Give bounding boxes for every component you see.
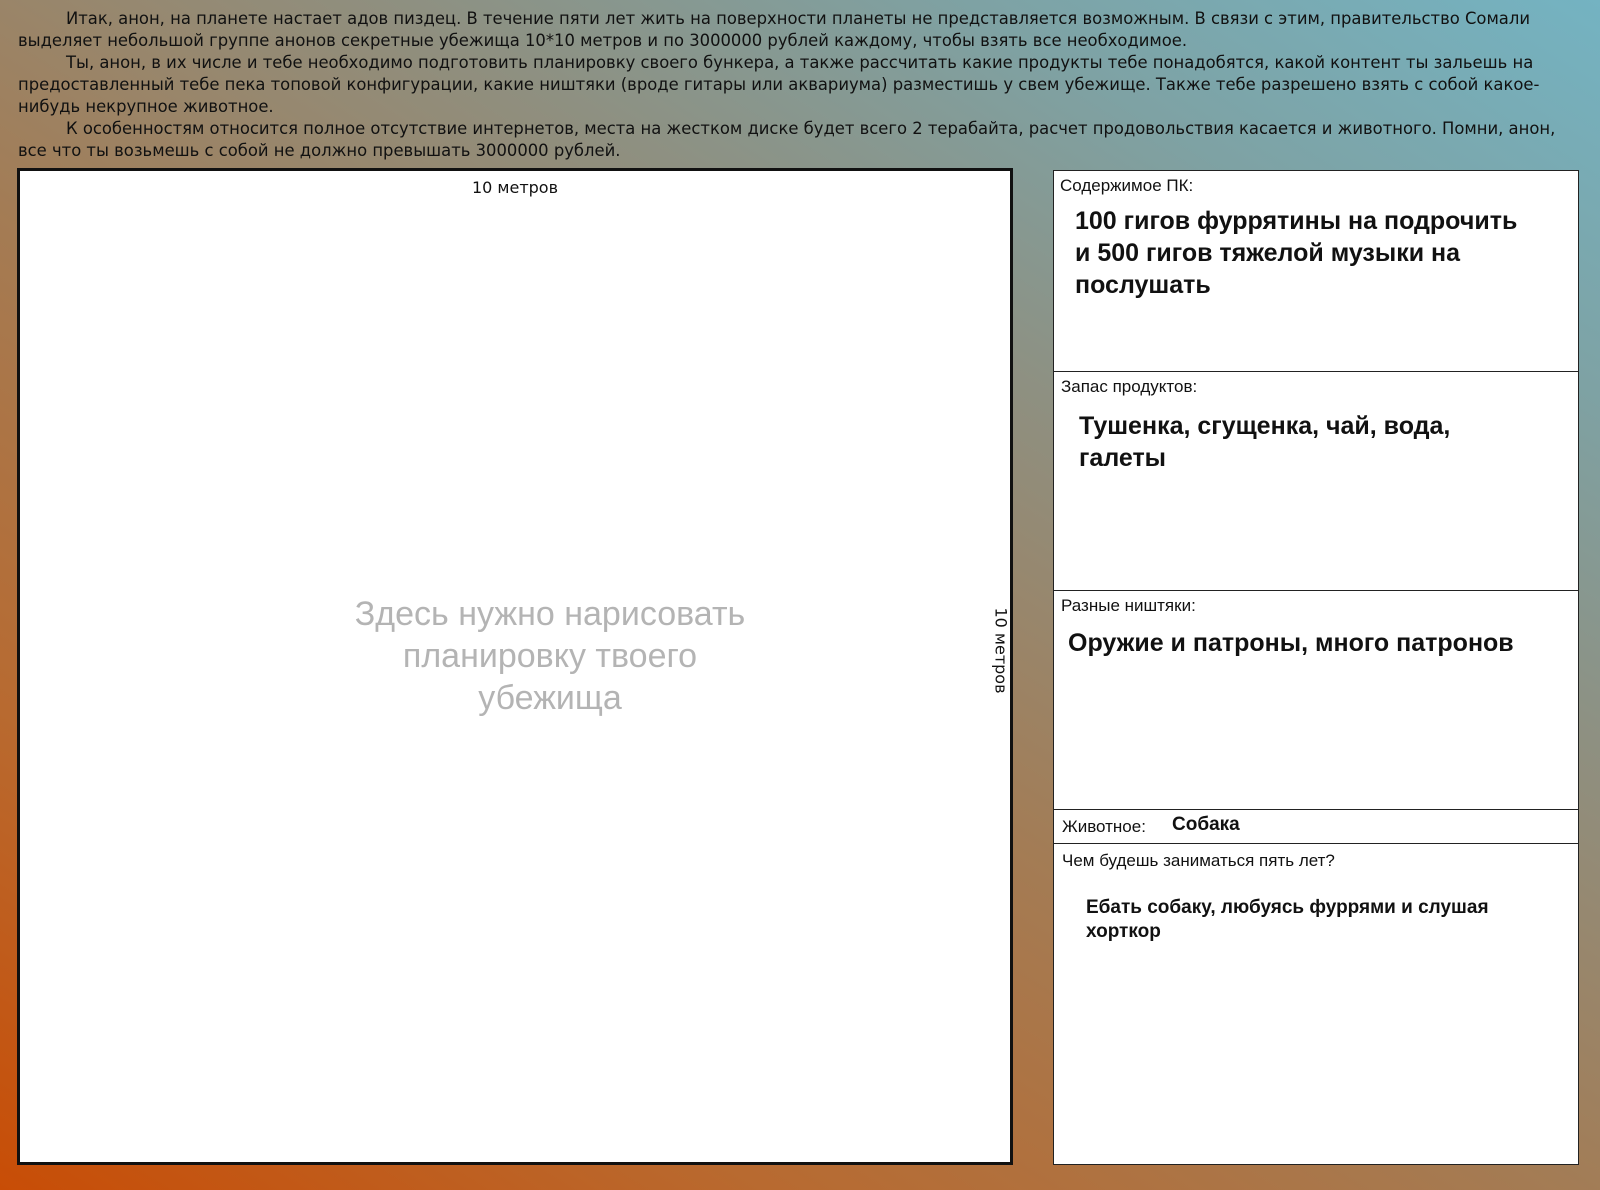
intro-paragraph-2: Ты, анон, в их числе и тебе необходимо подготовить планировку своего бункера, а также рассчитать какие продукты тебе понадобятся, какой контент ты зальешь на предоставленный тебе пека топовой конфигурации, какие ништяки (вроде гитары или аквариума) разместишь у свем убежище. Также тебе разрешено взять с собой какое-нибудь некрупное животное. [18,53,1540,116]
activity-value[interactable]: Ебать собаку, любуясь фуррями и слушая хорткор [1086,897,1489,942]
intro-text [18,8,1588,162]
activity-section[interactable] [1054,844,1578,1164]
plan-placeholder-text [300,593,800,719]
food-supply-section[interactable] [1054,372,1578,591]
activity-label: Чем будешь заниматься пять лет? [1062,851,1335,870]
food-supply-label: Запас продуктов: [1061,377,1198,396]
bunker-plan-canvas[interactable] [17,168,1013,1165]
pc-contents-label: Содержимое ПК: [1060,176,1194,195]
plan-placeholder-line: убежища [478,679,622,717]
goodies-value[interactable]: Оружие и патроны, много патронов [1068,629,1514,657]
questionnaire-panel [1053,170,1579,1165]
plan-width-label: 10 метров [471,178,559,197]
pc-contents-value[interactable]: 100 гигов фуррятины на подрочить и 500 гигов тяжелой музыки на послушать [1075,207,1518,299]
plan-placeholder-line: Здесь нужно нарисовать [354,595,746,633]
pc-contents-section[interactable] [1054,171,1578,372]
goodies-label: Разные ништяки: [1061,596,1196,615]
plan-height-label: 10 метров [991,607,1011,694]
food-supply-value[interactable]: Тушенка, сгущенка, чай, вода, галеты [1079,412,1451,472]
goodies-section[interactable] [1054,591,1578,810]
intro-paragraph-3: К особенностям относится полное отсутствие интернетов, места на жестком диске будет всего 2 терабайта, расчет продовольствия касается и животного. Помни, анон, все что ты возьмешь с собой не должно превышать 3000000 рублей. [18,119,1556,160]
animal-label: Животное: [1062,817,1146,836]
animal-value[interactable]: Собака [1172,814,1240,835]
plan-placeholder-line: планировку твоего [402,637,698,675]
animal-section[interactable] [1054,810,1578,844]
intro-paragraph-1: Итак, анон, на планете настает адов пиздец. В течение пяти лет жить на поверхности планеты не представляется возможным. В связи с этим, правительство Сомали выделяет небольшой группе анонов секретные убежища 10*10 метров и по 3000000 рублей каждому, чтобы взять все необходимое. [18,9,1530,50]
